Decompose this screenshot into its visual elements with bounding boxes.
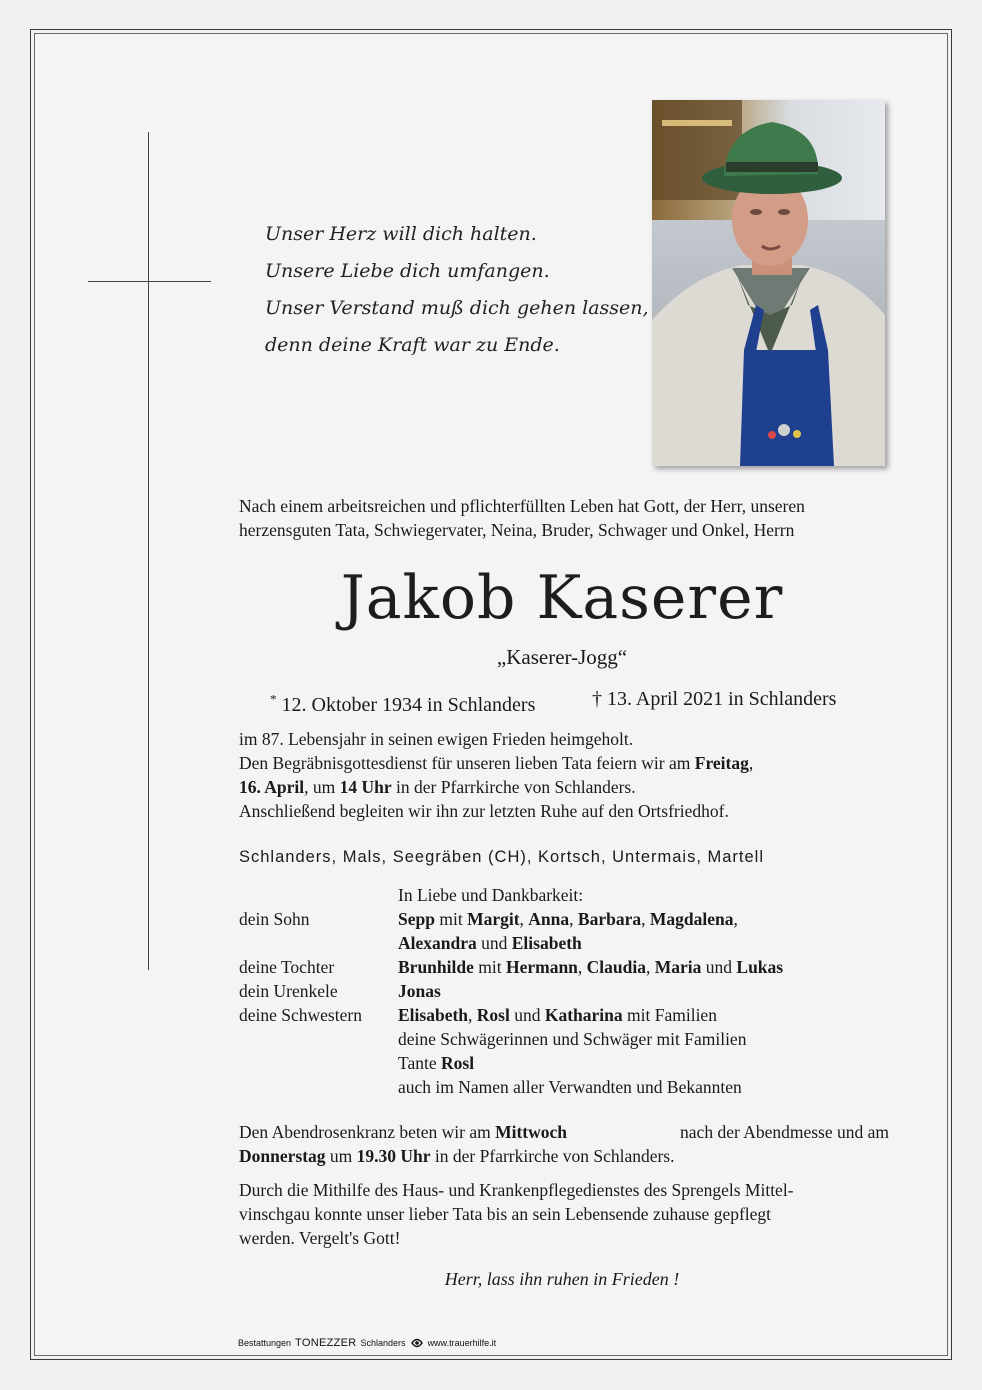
rosary-line: Den Abendrosenkranz beten wir am Mittwoch nach der Abendmesse und am — [239, 1122, 889, 1142]
body-line: im 87. Lebensjahr in seinen ewigen Frieden heimgeholt. — [239, 729, 634, 749]
rosary-notice — [239, 1120, 889, 1168]
family-row — [239, 979, 899, 1003]
family-list — [239, 883, 899, 1099]
relation-names: Alexandra und Elisabeth — [398, 933, 582, 953]
portrait-illustration — [652, 100, 885, 466]
family-row — [239, 955, 899, 979]
footer-town: Schlanders — [360, 1338, 406, 1348]
deceased-name: Jakob Kaserer — [340, 563, 784, 633]
footer-brand: TONEZZER — [295, 1337, 357, 1349]
portrait-photo — [652, 100, 885, 466]
family-row — [239, 907, 899, 931]
footer-credit — [238, 1337, 496, 1349]
body-line: Den Begräbnisgottesdienst für unseren lieben Tata feiern wir am Freitag, — [239, 753, 754, 773]
life-dates — [270, 686, 880, 718]
intro-line: herzensguten Tata, Schwiegervater, Neina, Bruder, Schwager und Onkel, Herrn — [239, 520, 795, 540]
family-row — [239, 1003, 899, 1027]
poem-line: Unser Herz will dich halten. — [265, 223, 537, 245]
poem-line: Unser Verstand muß dich gehen lassen, — [265, 297, 649, 319]
thanks-line: vinschgau konnte unser lieber Tata bis an sein Lebensende zuhause gepflegt — [239, 1204, 772, 1224]
closing-prayer: Herr, lass ihn ruhen in Frieden ! — [444, 1269, 680, 1289]
intro-line: Nach einem arbeitsreichen und pflichterfüllten Leben hat Gott, der Herr, unseren — [239, 496, 805, 516]
cross-horizontal-bar — [88, 281, 211, 282]
relation-names: Jonas — [398, 981, 441, 1001]
body-line: Anschließend begleiten wir ihn zur letzten Ruhe auf den Ortsfriedhof. — [239, 801, 729, 821]
rosary-line: Donnerstag um 19.30 Uhr in der Pfarrkirche von Schlanders. — [239, 1146, 675, 1166]
relation-label: deine Tochter — [239, 957, 335, 977]
deceased-nickname: „Kaserer-Jogg“ — [496, 645, 628, 669]
thanks-line: Durch die Mithilfe des Haus- und Krankenpflegedienstes des Sprengels Mittel- — [239, 1180, 794, 1200]
thanks-notice — [239, 1178, 885, 1250]
relation-names: deine Schwägerinnen und Schwäger mit Familien — [398, 1029, 747, 1049]
poem — [265, 216, 649, 364]
death-date — [592, 686, 836, 712]
family-heading: In Liebe und Dankbarkeit: — [398, 885, 584, 905]
funeral-details — [239, 727, 889, 823]
cross-vertical-bar — [148, 132, 149, 970]
body-line: 16. April, um 14 Uhr in der Pfarrkirche von Schlanders. — [239, 777, 636, 797]
relation-names: Tante Rosl — [398, 1053, 475, 1073]
family-row — [239, 1075, 899, 1099]
trauerhilfe-logo-icon — [410, 1337, 424, 1349]
birth-date — [270, 691, 536, 716]
poem-line: Unsere Liebe dich umfangen. — [265, 260, 550, 282]
relation-names: Sepp mit Margit, Anna, Barbara, Magdalena, — [398, 909, 738, 929]
intro-text — [239, 494, 889, 542]
footer-url[interactable]: www.trauerhilfe.it — [427, 1338, 497, 1348]
birth-symbol: * — [270, 691, 277, 706]
family-row — [239, 1027, 899, 1051]
footer-prefix: Bestattungen — [238, 1338, 292, 1348]
relation-names: Brunhilde mit Hermann, Claudia, Maria und Lukas — [398, 957, 784, 977]
relation-names: auch im Namen aller Verwandten und Bekannten — [398, 1077, 742, 1097]
thanks-line: werden. Vergelt's Gott! — [239, 1228, 401, 1248]
relation-label: deine Schwestern — [239, 1005, 362, 1025]
relation-label: dein Sohn — [239, 909, 310, 929]
relation-names: Elisabeth, Rosl und Katharina mit Familien — [398, 1005, 717, 1025]
family-row — [239, 883, 899, 907]
relation-label: dein Urenkele — [239, 981, 338, 1001]
poem-line: denn deine Kraft war zu Ende. — [265, 334, 560, 356]
death-text: 13. April 2021 in Schlanders — [607, 688, 837, 710]
places-list: Schlanders, Mals, Seegräben (CH), Kortsch, Untermais, Martell — [239, 848, 764, 866]
family-row — [239, 931, 899, 955]
family-row — [239, 1051, 899, 1075]
birth-text: 12. Oktober 1934 in Schlanders — [281, 693, 536, 716]
death-symbol: † — [592, 688, 602, 710]
